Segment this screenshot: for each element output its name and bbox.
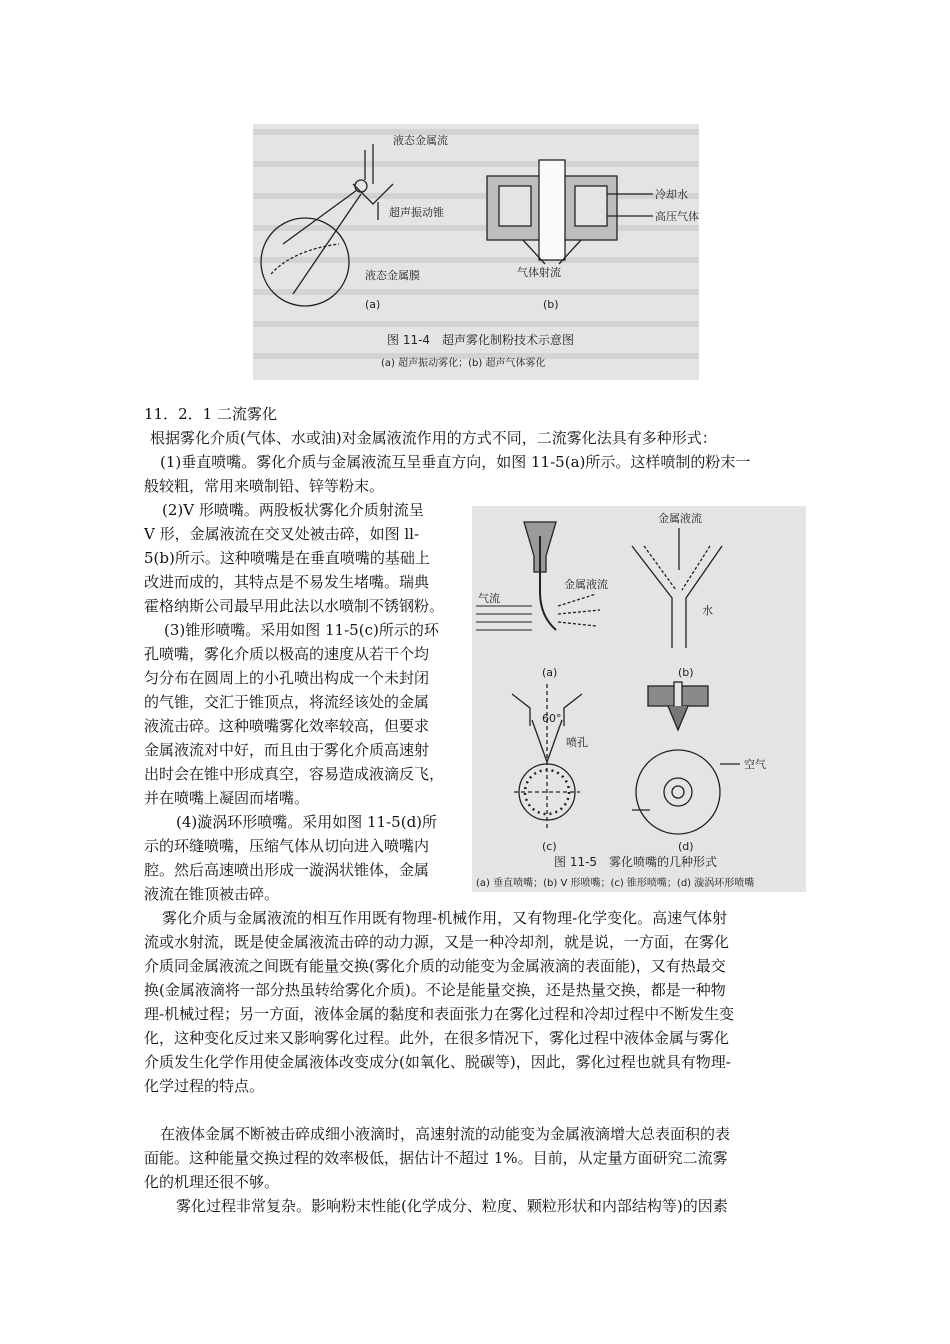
label-water: 水 <box>702 604 713 617</box>
label-liquid-metal-stream-a: 金属液流 <box>564 578 608 591</box>
label-sub-c: (c) <box>542 840 557 853</box>
figure-11-4 <box>253 124 699 380</box>
text-line: 雾化过程非常复杂。影响粉末性能(化学成分、粒度、颗粒形状和内部结构等)的因素 <box>176 1197 728 1215</box>
paragraph-vertical-nozzle <box>144 450 824 498</box>
label-sub-a: (a) <box>365 298 381 311</box>
label-cooling-water: 冷却水 <box>655 188 688 201</box>
text-line: (3)锥形喷嘴。采用如图 11-5(c)所示的环 <box>164 621 439 639</box>
text-line: 般较粗，常用来喷制铅、锌等粉末。 <box>144 477 385 495</box>
text-line: 金属液流对中好，而且由于雾化介质高速射 <box>144 741 430 759</box>
label-sub-a: (a) <box>542 666 558 679</box>
paragraph-energy <box>144 1122 824 1194</box>
figure-11-5-caption: 图 11-5 雾化喷嘴的几种形式 <box>554 855 718 869</box>
text-line: 在液体金属不断被击碎成细小液滴时，高速射流的动能变为金属液滴增大总表面积的表 <box>160 1125 731 1143</box>
label-angle: 60° <box>542 712 562 725</box>
text-line: 改进而成的，其特点是不易发生堵嘴。瑞典 <box>144 573 430 591</box>
paragraph-vortex-nozzle <box>144 810 474 906</box>
label-liquid-metal-stream-b: 金属液流 <box>658 512 702 525</box>
text-line: 腔。然后高速喷出形成一漩涡状锥体，金属 <box>144 861 430 879</box>
paragraph-cone-nozzle <box>144 618 474 810</box>
text-line: 5(b)所示。这种喷嘴是在垂直喷嘴的基础上 <box>144 549 430 567</box>
figure-11-4-caption: 图 11-4 超声雾化制粉技术示意图 <box>387 333 575 347</box>
text-line: 出时会在锥中形成真空，容易造成液滴反飞， <box>144 765 445 783</box>
diagram-vertical-nozzle <box>476 522 600 630</box>
text-line: 介质发生化学作用使金属液体改变成分(如氧化、脱碳等)，因此，雾化过程也就具有物理- <box>144 1053 731 1071</box>
text-line: 流或水射流，既是使金属液流击碎的动力源，又是一种冷却剂，就是说，一方面，在雾化 <box>144 933 730 951</box>
text-line: 孔喷嘴，雾化介质以极高的速度从若干个均 <box>144 645 430 663</box>
label-liquid-metal-film: 液态金属膜 <box>365 269 420 282</box>
label-sub-b: (b) <box>678 666 694 679</box>
label-ultrasonic-cone: 超声振动锥 <box>389 206 444 219</box>
text-line: 示的环缝喷嘴，压缩气体从切向进入喷嘴内 <box>144 837 430 855</box>
label-nozzle-hole: 喷孔 <box>566 736 588 749</box>
text-line: 霍格纳斯公司最早用此法以水喷制不锈钢粉。 <box>144 597 445 615</box>
paragraph-v-nozzle <box>144 498 474 618</box>
text-line: 雾化介质与金属液流的相互作用既有物理-机械作用，又有物理-化学变化。高速气体射 <box>162 909 728 927</box>
text-line: 面能。这种能量交换过程的效率极低，据估计不超过 1%。目前，从定量方面研究二流雾 <box>144 1149 728 1167</box>
text-line: 液流击碎。这种喷嘴雾化效率较高，但要求 <box>144 717 430 735</box>
text-line: 理-机械过程；另一方面，液体金属的黏度和表面张力在雾化过程和冷却过程中不断发生变 <box>144 1005 735 1023</box>
paragraph-complexity <box>144 1194 824 1218</box>
label-air: 空气 <box>744 758 766 771</box>
label-liquid-metal-stream: 液态金属流 <box>393 134 448 147</box>
text-line: 并在喷嘴上凝固而堵嘴。 <box>144 789 310 807</box>
label-high-pressure-gas: 高压气体 <box>655 210 699 223</box>
diagram-vortex-nozzle <box>632 682 740 834</box>
text-line: 化的机理还很不够。 <box>144 1173 280 1191</box>
text-line: 化学过程的特点。 <box>144 1077 265 1095</box>
label-sub-d: (d) <box>678 840 694 853</box>
section-heading: 11．2．1 二流雾化 <box>144 405 277 423</box>
text-line: 匀分布在圆周上的小孔喷出构成一个未封闭 <box>144 669 430 687</box>
paragraph-intro <box>150 426 820 450</box>
label-gas-jet: 气体射流 <box>517 266 561 279</box>
text-line: 化，这种变化反过来又影响雾化过程。此外，在很多情况下，雾化过程中液体金属与雾化 <box>144 1029 730 1047</box>
paragraph-interaction <box>144 906 824 1098</box>
figure-11-5 <box>472 506 806 892</box>
text-line: (2)V 形喷嘴。两股板状雾化介质射流呈 <box>162 501 424 519</box>
text-line: 液流在锥顶被击碎。 <box>144 885 280 903</box>
diagram-v-nozzle <box>632 528 722 648</box>
diagram-ultrasonic-gas <box>487 160 653 264</box>
text-line: 介质同金属液流之间既有能量交换(雾化介质的动能变为金属液滴的表面能)，又有热最交 <box>144 957 726 975</box>
text-line: 根据雾化介质(气体、水或油)对金属液流作用的方式不同，二流雾化法具有多种形式： <box>150 429 717 447</box>
label-sub-b: (b) <box>543 298 559 311</box>
text-line: V 形，金属液流在交叉处被击碎，如图 ll- <box>144 525 420 543</box>
text-line: 换(金属液滴将一部分热虽转给雾化介质)。不论是能量交换，还是热量交换，都是一种物 <box>144 981 726 999</box>
diagram-cone-nozzle <box>512 684 582 830</box>
text-line: 的气锥，交汇于锥顶点，将流经该处的金属 <box>144 693 430 711</box>
figure-11-4-subcaption: (a) 超声振动雾化；(b) 超声气体雾化 <box>381 358 546 369</box>
text-line: (4)漩涡环形喷嘴。采用如图 11-5(d)所 <box>176 813 438 831</box>
label-gas-stream: 气流 <box>478 592 500 605</box>
figure-11-5-subcaption: (a) 垂直喷嘴；(b) V 形喷嘴；(c) 锥形喷嘴；(d) 漩涡环形喷嘴 <box>476 878 755 889</box>
text-line: (1)垂直喷嘴。雾化介质与金属液流互呈垂直方向，如图 11-5(a)所示。这样喷制的粉末一 <box>160 453 751 471</box>
